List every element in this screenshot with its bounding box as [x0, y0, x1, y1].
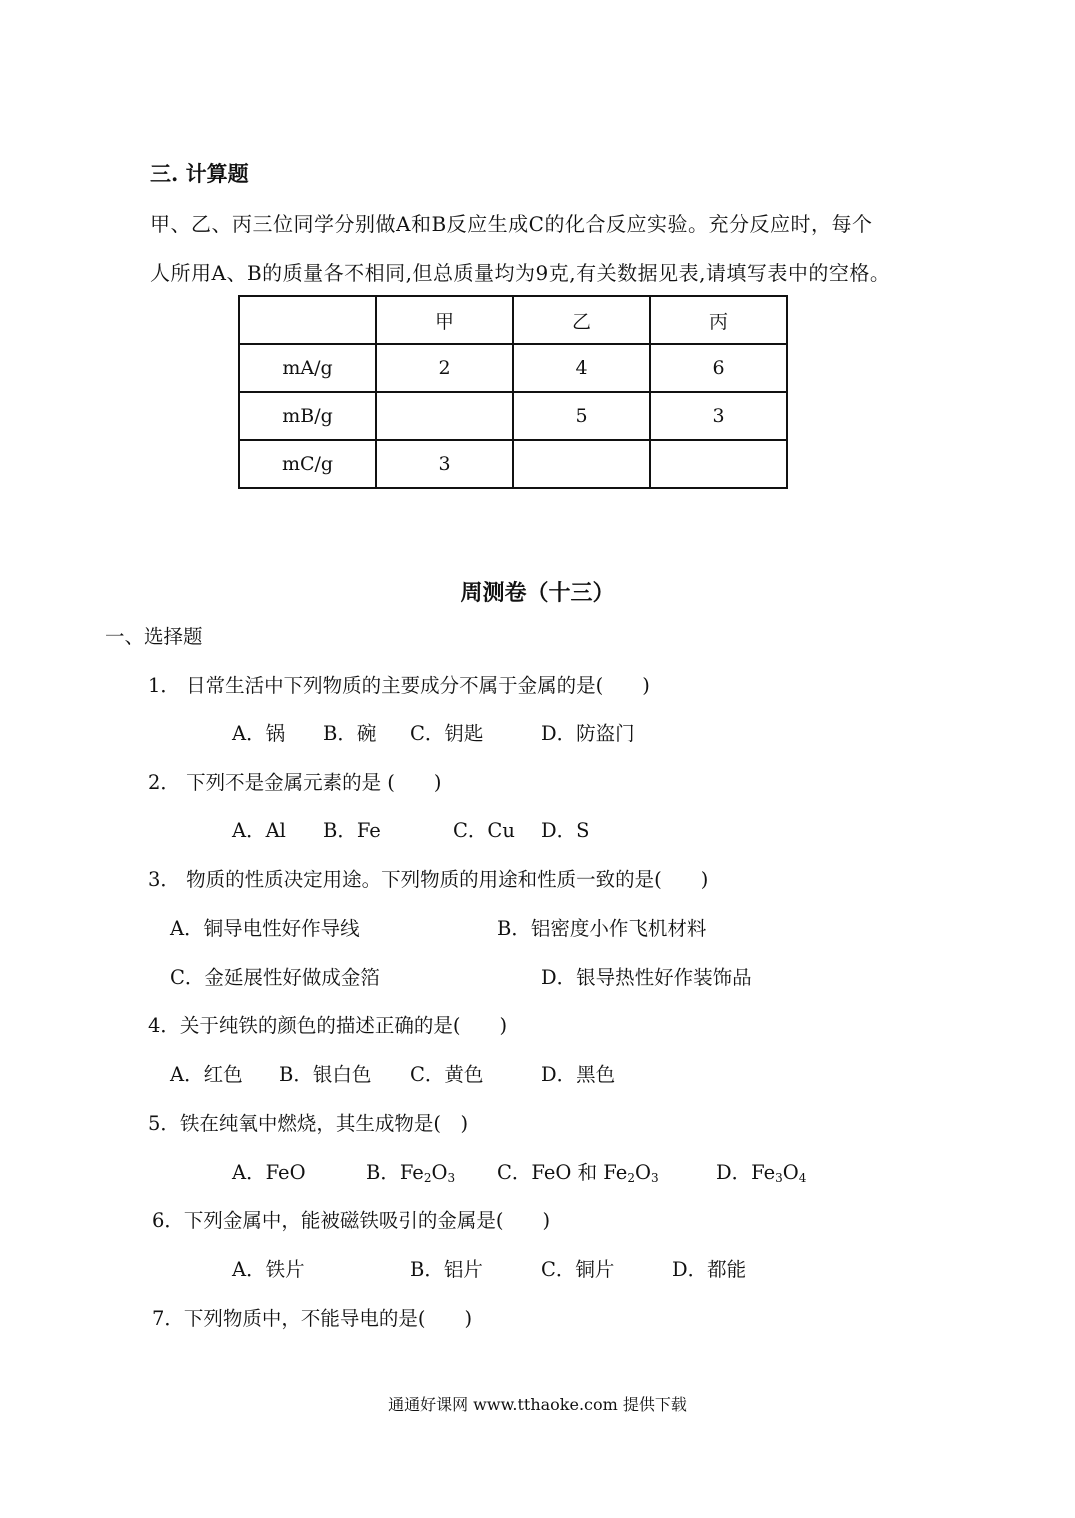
table-row: [239, 344, 787, 392]
q2-option-d: D．S: [541, 819, 590, 842]
problem-text-line-2: 人所用A、B的质量各不相同,但总质量均为9克,有关数据见表,请填写表中的空格。: [150, 261, 891, 285]
q5-option-b: B．$Fe_2O_3$: [366, 1161, 456, 1185]
table-cell: [376, 392, 513, 440]
table-row-label: mA/g: [239, 344, 376, 392]
q3-option-c: C．金延展性好做成金箔: [170, 966, 380, 989]
q1-option-b: B．碗: [323, 722, 377, 745]
table-cell: [650, 440, 787, 488]
q4-option-c: C．黄色: [410, 1063, 484, 1086]
table-row: [239, 392, 787, 440]
section-heading-choice: 一、选择题: [105, 625, 203, 648]
table-row-label: mC/g: [239, 440, 376, 488]
table-header-row: [239, 296, 787, 344]
q6-option-d: D．都能: [672, 1258, 747, 1281]
q1-option-c: C．钥匙: [410, 722, 484, 745]
table-cell: 3: [376, 440, 513, 488]
table-cell: 2: [376, 344, 513, 392]
question-5-stem: 5．铁在纯氧中燃烧，其生成物是( ): [148, 1112, 469, 1135]
q4-option-d: D．黑色: [541, 1063, 616, 1086]
table-header-cell: 甲: [376, 296, 513, 344]
question-2-stem: 2． 下列不是金属元素的是 ( ): [148, 771, 442, 794]
q5-option-c: C．FeO 和 $Fe_2O_3$: [497, 1161, 659, 1185]
q5-option-d: D．$Fe_3O_4$: [716, 1161, 807, 1185]
table-cell: 4: [513, 344, 650, 392]
question-4-stem: 4．关于纯铁的颜色的描述正确的是( ): [148, 1014, 508, 1037]
q3-option-d: D．银导热性好作装饰品: [541, 966, 752, 989]
table-cell: [239, 296, 376, 344]
paper-title: 周测卷（十三）: [460, 580, 615, 606]
q2-option-b: B．Fe: [323, 819, 381, 842]
q4-option-b: B．银白色: [279, 1063, 372, 1086]
table-row: [239, 440, 787, 488]
table-header-cell: 丙: [650, 296, 787, 344]
q2-option-a: A．Al: [232, 819, 286, 842]
q1-option-a: A．锅: [232, 722, 286, 745]
q4-option-a: A．红色: [170, 1063, 243, 1086]
q6-option-b: B．铝片: [410, 1258, 483, 1281]
question-3-stem: 3． 物质的性质决定用途。下列物质的用途和性质一致的是( ): [148, 868, 709, 891]
q5-option-a: A．FeO: [232, 1161, 306, 1184]
q3-option-b: B．铝密度小作飞机材料: [497, 917, 707, 940]
table-cell: 6: [650, 344, 787, 392]
page-footer: 通通好课网 www.tthaoke.com 提供下载: [388, 1395, 687, 1414]
question-6-stem: 6．下列金属中，能被磁铁吸引的金属是( ): [152, 1209, 551, 1232]
table-header-cell: 乙: [513, 296, 650, 344]
problem-text-line-1: 甲、乙、丙三位同学分别做A和B反应生成C的化合反应实验。充分反应时，每个: [150, 212, 873, 236]
section-heading-calculation: 三. 计算题: [150, 161, 249, 186]
q1-option-d: D．防盗门: [541, 722, 635, 745]
q3-option-a: A．铜导电性好作导线: [170, 917, 360, 940]
table-row-label: mB/g: [239, 392, 376, 440]
q6-option-a: A．铁片: [232, 1258, 305, 1281]
question-7-stem: 7．下列物质中，不能导电的是( ): [152, 1307, 473, 1330]
question-1-stem: 1． 日常生活中下列物质的主要成分不属于金属的是( ): [148, 674, 650, 697]
table-cell: [513, 440, 650, 488]
q6-option-c: C．铜片: [541, 1258, 615, 1281]
table-cell: 3: [650, 392, 787, 440]
table-cell: 5: [513, 392, 650, 440]
data-table: [238, 295, 788, 489]
q2-option-c: C．Cu: [453, 819, 515, 842]
